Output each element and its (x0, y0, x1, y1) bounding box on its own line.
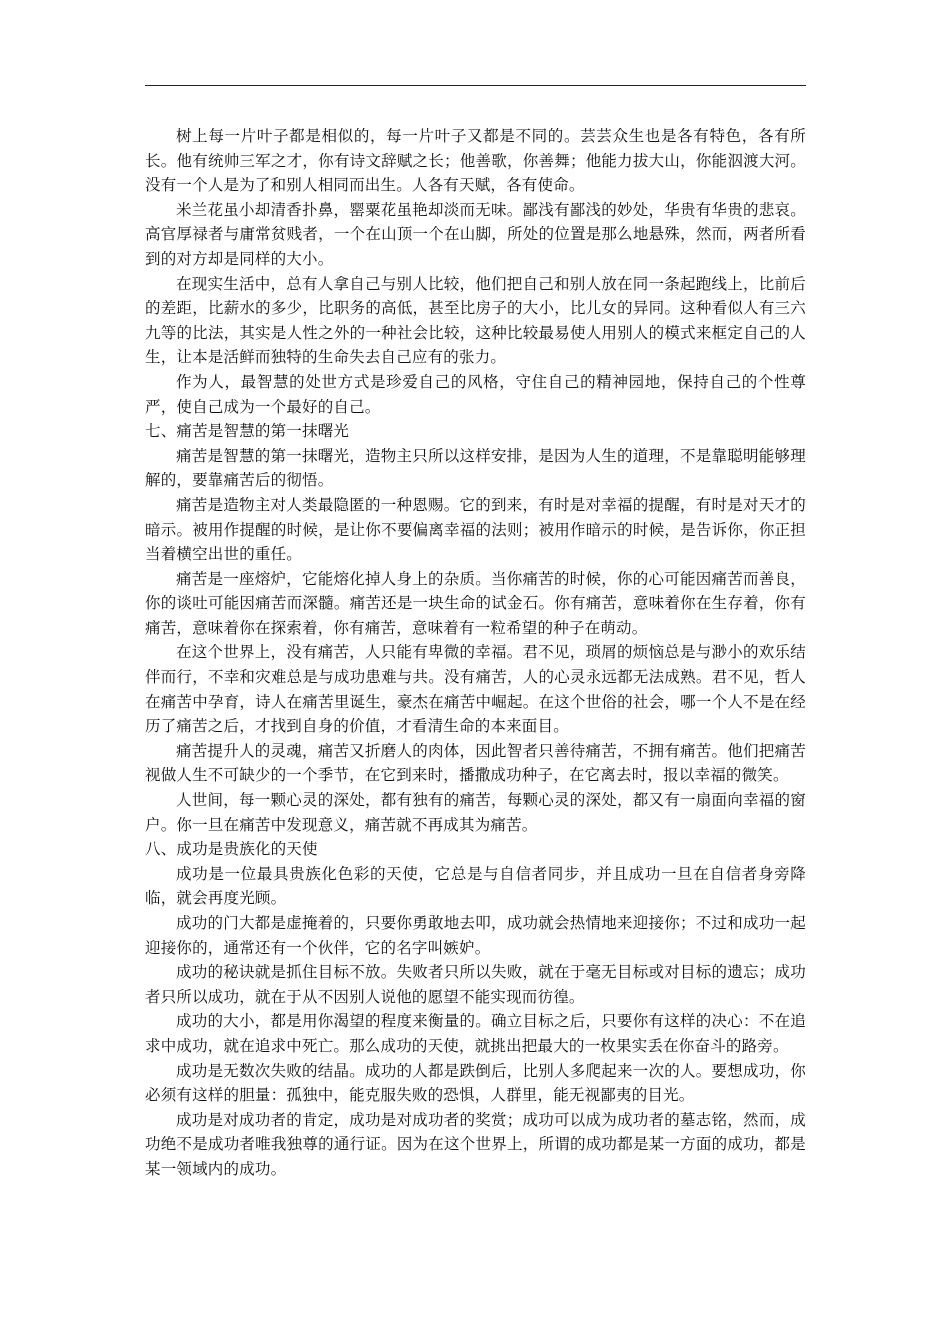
paragraph: 成功是一位最具贵族化色彩的天使，它总是与自信者同步，并且成功一旦在自信者身旁降临，就会再度光顾。 (145, 864, 806, 908)
paragraph: 在这个世界上，没有痛苦，人只能有卑微的幸福。君不见，琐屑的烦恼总是与渺小的欢乐结伴而行，不幸和灾难总是与成功患难与共。没有痛苦，人的心灵永远都无法成熟。君不见，哲人在痛苦中孕育，诗人在痛苦里诞生，豪杰在痛苦中崛起。在这个世俗的社会，哪一个人不是在经历了痛苦之后，才找到自身的价值，才看清生命的本来面目。 (145, 643, 806, 736)
paragraph: 痛苦是一座熔炉，它能熔化掉人身上的杂质。当你痛苦的时候，你的心可能因痛苦而善良，你的谈吐可能因痛苦而深髓。痛苦还是一块生命的试金石。你有痛苦，意味着你在生存着，你有痛苦，意味着你在探索着，你有痛苦，意味着有一粒希望的种子在萌动。 (145, 569, 806, 637)
paragraph: 树上每一片叶子都是相似的，每一片叶子又都是不同的。芸芸众生也是各有特色，各有所长。他有统帅三军之才，你有诗文辞赋之长；他善歌，你善舞；他能力拔大山，你能泅渡大河。没有一个人是为了和别人相同而出生。人各有天赋，各有使命。 (145, 127, 806, 195)
paragraph: 成功的秘诀就是抓住目标不放。失败者只所以失败，就在于毫无目标或对目标的遗忘；成功者只所以成功，就在于从不因别人说他的愿望不能实现而彷徨。 (145, 963, 806, 1006)
document-body (145, 124, 806, 1182)
paragraph: 成功是无数次失败的结晶。成功的人都是跌倒后，比别人多爬起来一次的人。要想成功，你必须有这样的胆量：孤独中，能克服失败的恐惧，人群里，能无视鄙夷的目光。 (145, 1061, 806, 1105)
paragraph: 人世间，每一颗心灵的深处，都有独有的痛苦，每颗心灵的深处，都又有一扇面向幸福的窗户。你一旦在痛苦中发现意义，痛苦就不再成其为痛苦。 (145, 791, 806, 834)
section-heading: 七、痛苦是智慧的第一抹曙光 (145, 422, 350, 441)
paragraph: 作为人，最智慧的处世方式是珍爱自己的风格，守住自己的精神园地，保持自己的个性尊严，使自己成为一个最好的自己。 (145, 372, 806, 416)
paragraph: 痛苦是智慧的第一抹曙光，造物主只所以这样安排，是因为人生的道理，不是靠聪明能够理解的，要靠痛苦后的彻悟。 (145, 446, 806, 490)
paragraph: 痛苦提升人的灵魂，痛苦又折磨人的肉体，因此智者只善待痛苦，不拥有痛苦。他们把痛苦视做人生不可缺少的一个季节，在它到来时，播撒成功种子，在它离去时，报以幸福的微笑。 (145, 741, 806, 785)
paragraph: 成功是对成功者的肯定，成功是对成功者的奖赏；成功可以成为成功者的墓志铭，然而，成功绝不是成功者唯我独尊的通行证。因为在这个世界上，所谓的成功都是某一方面的成功，都是某一领域内的成功。 (145, 1110, 806, 1178)
paragraph: 痛苦是造物主对人类最隐匿的一种恩赐。它的到来，有时是对幸福的提醒，有时是对天才的暗示。被用作提醒的时候，是让你不要偏离幸福的法则；被用作暗示的时候，是告诉你，你正担当着横空出世的重任。 (145, 495, 806, 564)
header-rule (145, 85, 806, 86)
paragraph: 成功的大小，都是用你渴望的程度来衡量的。确立目标之后，只要你有这样的决心：不在追求中成功，就在追求中死亡。那么成功的天使，就挑出把最大的一枚果实丢在你奋斗的路旁。 (145, 1012, 806, 1055)
paragraph: 米兰花虽小却清香扑鼻，罂粟花虽艳却淡而无味。鄙浅有鄙浅的妙处，华贵有华贵的悲哀。高官厚禄者与庸常贫贱者，一个在山顶一个在山脚，所处的位置是那么地悬殊，然而，两者所看到的对方却是同样的大小。 (145, 200, 806, 268)
section-heading: 八、成功是贵族化的天使 (145, 840, 318, 859)
paragraph: 在现实生活中，总有人拿自己与别人比较，他们把自己和别人放在同一条起跑线上，比前后的差距，比薪水的多少，比职务的高低，甚至比房子的大小，比儿女的异同。这种看似人有三六九等的比法，其实是人性之外的一种社会比较，这种比较最易使人用别人的模式来框定自己的人生，让本是活鲜而独特的生命失去自己应有的张力。 (145, 274, 806, 367)
paragraph: 成功的门大都是虚掩着的，只要你勇敢地去叩，成功就会热情地来迎接你；不过和成功一起迎接你的，通常还有一个伙伴，它的名字叫嫉妒。 (145, 914, 806, 957)
